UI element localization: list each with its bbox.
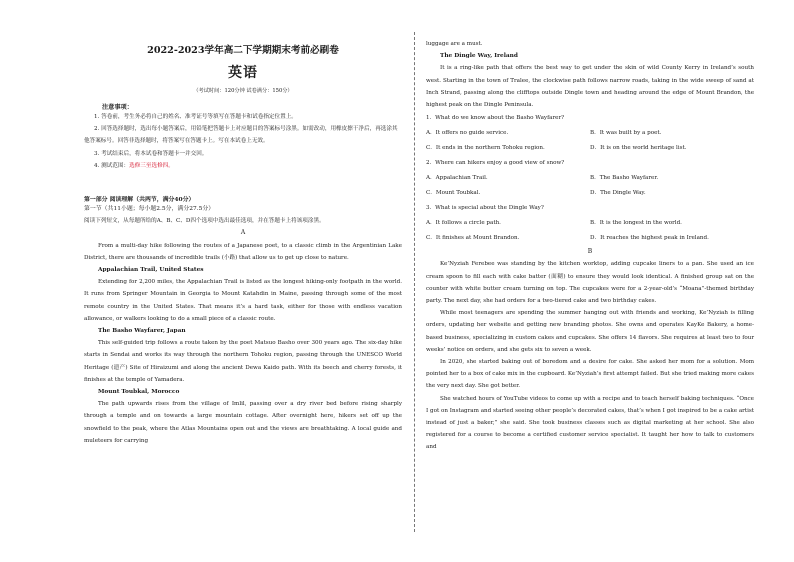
note-3: 3. 考试结束后，将本试卷和答题卡一并交回。 (94, 150, 208, 157)
note-4 (84, 160, 402, 172)
right-column (426, 38, 754, 454)
trail-heading-appalachian: Appalachian Trail, United States (98, 267, 204, 274)
passage-a-label: A (240, 229, 246, 237)
section-heading: 第一节（共11小题；每小题2.5分，满分27.5分） (84, 206, 215, 213)
question-1: 1．What do we know about the Basho Wayfarer? (426, 115, 565, 122)
note-1: 1. 答卷前，考生务必将自己的姓名、准考证号等填写在答题卡和试卷指定位置上。 (94, 114, 297, 120)
question-3: 3．What is special about the Dingle Way? (426, 205, 544, 212)
note-2: 2. 回答选择题时，选出每小题答案后，用铅笔把答题卡上对应题目的答案标号涂黑。如需改动，用橡皮擦干净后，再选涂其他答案标号。回答非选择题时，将答案写在答题卡上。写在本试卷上无效。 (84, 126, 398, 145)
option-a: A．It offers no guide service. (426, 130, 509, 137)
trail-text-toubkal-continued: luggage are a must. (426, 41, 483, 47)
trail-heading-dingle: The Dingle Way, Ireland (440, 53, 518, 60)
question-1-options-2 (426, 141, 754, 156)
question-3-options-2 (426, 231, 754, 246)
option-d: D．The Dingle Way. (590, 190, 646, 197)
left-column (84, 38, 402, 447)
question-2: 2．Where can hikers enjoy a good view of snow? (426, 160, 565, 167)
notice-title: 注意事项： (102, 104, 133, 111)
column-divider (414, 32, 415, 532)
question-2-options-2 (426, 186, 754, 201)
option-b: B．The Basho Wayfarer. (590, 175, 659, 182)
passage-b-paragraph-3: In 2020, she started baking out of boredom and a desire for cake. She asked her mom for a solution. Mom pointed her to a box of cake mix in the cupboard. Ke’Nyziah’s first attempt failed. But she tried making more cakes the very next day. She got better. (426, 359, 754, 390)
option-d: D．It is on the world heritage list. (590, 145, 687, 152)
scope-value: 选修三至选修四。 (129, 162, 174, 169)
option-b: B．It is the longest in the world. (590, 220, 682, 227)
passage-b-paragraph-2: While most teenagers are spending the summer hanging out with friends and working, Ke’Nyziah is filling orders, updating her website and getting new branding photos. She owns and operates KayKe Bakery, a home-based business, specializing in custom cakes and cupcakes. She offers 14 flavors. She requires at least two to four weeks’ notice on orders, and she gets six to seven a week. (426, 310, 754, 353)
option-a: A．It follows a circle path. (426, 220, 501, 227)
trail-text-appalachian: Extending for 2,200 miles, the Appalachian Trail is listed as the longest hiking-only footpath in the world. It runs from Springer Mountain in Georgia to Mount Katahdin in Maine, passing through some of the most remote country in the United States. That means it’s a hard task, either for those with endless vacation allowance, or walkers looking to do a small piece of a classic route. (84, 279, 402, 322)
instruction: 阅读下列短文，从每题所给的A、B、C、D四个选项中选出最佳选项，并在答题卡上将该项涂黑。 (84, 218, 325, 225)
passage-b-paragraph-1: Ke’Nyziah Ferebee was standing by the kitchen worktop, adding cupcake liners to a pan. She used an ice cream spoon to fill each with cake batter (面糊) to ensure they would look identical. A finished group sat on the counter with white butter cream turning on top. The cupcakes were for a 2-year-old’s “Moana”-themed birthday party. The next day, she had orders for a two-tiered cake and two birthday cakes. (426, 261, 754, 305)
passage-b-paragraph-4: She watched hours of YouTube videos to come up with a recipe and to teach herself baking techniques. “Once I got on Instagram and started seeing other people’s decorated cakes, that’s when I got inspired to be a cake artist instead of just a baker,” she said. She took business classes such as digital marketing at her school. She also registered for a course to become a certified customer service specialist. It taught her how to talk to customers and (426, 395, 754, 451)
part-heading: 第一部分 阅读理解（共两节，满分40分） (84, 196, 195, 204)
question-2-options (426, 171, 754, 186)
trail-text-basho: This self-guided trip follows a route taken by the poet Matsuo Basho over 300 years ago. The six-day hike starts in Sendai and works its way through the northern Tohoku region, passing through the UNESCO World Heritage (遗产) Site of Hiraizumi and along the ancient Dewa Kaido path. With its beech and cherry forests, it finishes at the temple of Yamadera. (84, 340, 402, 383)
trail-text-dingle: It is a ring-like path that offers the best way to get under the skin of wild County Kerry in Ireland’s south west. Starting in the town of Tralee, the clockwise path follows narrow roads, taking in the wide sweep of sand at Inch Strand, passing along the clifftops outside Dingle town and heading around the edge of Mount Brandon, the highest peak on the Dingle Peninsula. (426, 65, 754, 109)
option-d: D．It reaches the highest peak in Ireland. (590, 235, 709, 242)
trail-heading-basho: The Basho Wayfarer, Japan (98, 328, 186, 335)
option-c: C．Mount Toubkal. (426, 190, 481, 197)
exam-title: 2022-2023学年高二下学期期末考前必刷卷 (147, 45, 339, 56)
question-1-options (426, 126, 754, 141)
trail-heading-toubkal: Mount Toubkal, Morocco (98, 389, 180, 396)
question-3-options (426, 216, 754, 231)
trail-text-toubkal: The path upwards rises from the village of Imlil, passing over a dry river bed before rising sharply through a temple and on towards a large mountain cottage. After overnight here, hikers set off up the snowfield to the peak, where the Atlas Mountains open out and the views are breathtaking. A local guide and muleteers for carrying (84, 401, 402, 444)
option-b: B．It was built by a poet. (590, 130, 662, 137)
option-a: A．Appalachian Trail. (426, 175, 488, 182)
option-c: C．It finishes at Mount Brandon. (426, 235, 520, 242)
passage-a-intro: From a multi-day hike following the routes of a Japanese poet, to a classic climb in the Argentinian Lake District, there are thousands of incredible trails (小路) that allow us to get up close to nature. (84, 242, 402, 261)
scope-label: 4. 测试范围： (94, 162, 130, 169)
passage-b-label: B (587, 248, 593, 256)
subject-heading: 英语 (228, 65, 258, 81)
exam-info: （考试时间：120分钟 试卷满分：150分） (193, 88, 293, 94)
option-c: C．It ends in the northern Tohoku region. (426, 145, 545, 152)
